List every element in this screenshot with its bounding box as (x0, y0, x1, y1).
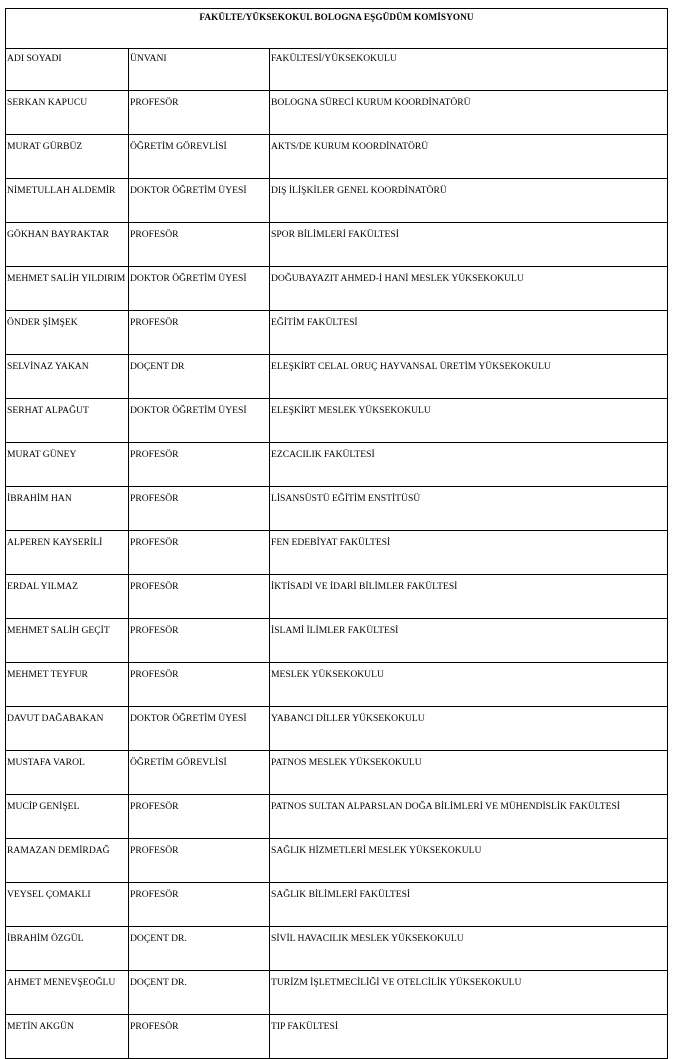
member-name-cell: MUSTAFA VAROL (6, 751, 129, 795)
member-unit-cell: TURİZM İŞLETMECİLİĞİ VE OTELCİLİK YÜKSEKOKULU (270, 971, 668, 1015)
member-unit-cell: DIŞ İLİŞKİLER GENEL KOORDİNATÖRÜ (270, 179, 668, 223)
member-name-cell: İBRAHİM HAN (6, 487, 129, 531)
member-title-cell: PROFESÖR (129, 619, 270, 663)
member-title-cell: PROFESÖR (129, 575, 270, 619)
member-unit-cell: SPOR BİLİMLERİ FAKÜLTESİ (270, 223, 668, 267)
member-unit-cell: İSLAMİ İLİMLER FAKÜLTESİ (270, 619, 668, 663)
table-row (6, 443, 668, 487)
table-body (6, 91, 668, 1059)
table-row (6, 619, 668, 663)
member-name-cell: MEHMET SALİH YILDIRIM (6, 267, 129, 311)
column-header-title: ÜNVANI (129, 49, 270, 91)
member-unit-cell: FEN EDEBİYAT FAKÜLTESİ (270, 531, 668, 575)
member-title-cell: DOKTOR ÖĞRETİM ÜYESİ (129, 399, 270, 443)
member-title-cell: DOKTOR ÖĞRETİM ÜYESİ (129, 267, 270, 311)
table-row (6, 575, 668, 619)
title-row (6, 9, 668, 49)
member-name-cell: ERDAL YILMAZ (6, 575, 129, 619)
member-unit-cell: DOĞUBAYAZIT AHMED-İ HANİ MESLEK YÜKSEKOKULU (270, 267, 668, 311)
member-name-cell: RAMAZAN DEMİRDAĞ (6, 839, 129, 883)
member-name-cell: ALPEREN KAYSERİLİ (6, 531, 129, 575)
member-unit-cell: EĞİTİM FAKÜLTESİ (270, 311, 668, 355)
member-title-cell: PROFESÖR (129, 1015, 270, 1059)
member-unit-cell: ELEŞKİRT CELAL ORUÇ HAYVANSAL ÜRETİM YÜKSEKOKULU (270, 355, 668, 399)
member-name-cell: MURAT GÜRBÜZ (6, 135, 129, 179)
member-unit-cell: BOLOGNA SÜRECİ KURUM KOORDİNATÖRÜ (270, 91, 668, 135)
member-title-cell: PROFESÖR (129, 883, 270, 927)
member-name-cell: AHMET MENEVŞEOĞLU (6, 971, 129, 1015)
member-name-cell: MEHMET SALİH GEÇİT (6, 619, 129, 663)
table-row (6, 223, 668, 267)
table-row (6, 663, 668, 707)
column-header-name: ADI SOYADI (6, 49, 129, 91)
table-row (6, 179, 668, 223)
table-row (6, 795, 668, 839)
member-name-cell: SERKAN KAPUCU (6, 91, 129, 135)
member-title-cell: DOÇENT DR (129, 355, 270, 399)
member-name-cell: SERHAT ALPAĞUT (6, 399, 129, 443)
table-row (6, 751, 668, 795)
member-unit-cell: İKTİSADİ VE İDARİ BİLİMLER FAKÜLTESİ (270, 575, 668, 619)
member-title-cell: PROFESÖR (129, 311, 270, 355)
member-title-cell: PROFESÖR (129, 663, 270, 707)
column-header-unit: FAKÜLTESİ/YÜKSEKOKULU (270, 49, 668, 91)
member-title-cell: ÖĞRETİM GÖREVLİSİ (129, 751, 270, 795)
member-unit-cell: ELEŞKİRT MESLEK YÜKSEKOKULU (270, 399, 668, 443)
member-title-cell: PROFESÖR (129, 487, 270, 531)
member-unit-cell: MESLEK YÜKSEKOKULU (270, 663, 668, 707)
member-title-cell: PROFESÖR (129, 91, 270, 135)
table-row (6, 531, 668, 575)
member-title-cell: DOKTOR ÖĞRETİM ÜYESİ (129, 707, 270, 751)
member-name-cell: GÖKHAN BAYRAKTAR (6, 223, 129, 267)
member-unit-cell: SAĞLIK BİLİMLERİ FAKÜLTESİ (270, 883, 668, 927)
member-unit-cell: TIP FAKÜLTESİ (270, 1015, 668, 1059)
member-title-cell: DOÇENT DR. (129, 971, 270, 1015)
table-row (6, 135, 668, 179)
member-name-cell: DAVUT DAĞABAKAN (6, 707, 129, 751)
table-row (6, 311, 668, 355)
member-name-cell: SELVİNAZ YAKAN (6, 355, 129, 399)
member-unit-cell: SİVİL HAVACILIK MESLEK YÜKSEKOKULU (270, 927, 668, 971)
member-title-cell: ÖĞRETİM GÖREVLİSİ (129, 135, 270, 179)
member-name-cell: ÖNDER ŞİMŞEK (6, 311, 129, 355)
member-name-cell: İBRAHİM ÖZGÜL (6, 927, 129, 971)
table-row (6, 927, 668, 971)
member-title-cell: PROFESÖR (129, 223, 270, 267)
member-name-cell: METİN AKGÜN (6, 1015, 129, 1059)
member-unit-cell: EZCACILIK FAKÜLTESİ (270, 443, 668, 487)
table-row (6, 1015, 668, 1059)
table-row (6, 487, 668, 531)
member-name-cell: NİMETULLAH ALDEMİR (6, 179, 129, 223)
member-title-cell: PROFESÖR (129, 839, 270, 883)
member-title-cell: PROFESÖR (129, 795, 270, 839)
member-unit-cell: PATNOS MESLEK YÜKSEKOKULU (270, 751, 668, 795)
table-row (6, 267, 668, 311)
member-name-cell: MEHMET TEYFUR (6, 663, 129, 707)
table-row (6, 355, 668, 399)
member-title-cell: PROFESÖR (129, 443, 270, 487)
member-name-cell: VEYSEL ÇOMAKLI (6, 883, 129, 927)
member-unit-cell: SAĞLIK HİZMETLERİ MESLEK YÜKSEKOKULU (270, 839, 668, 883)
table-row (6, 707, 668, 751)
member-title-cell: DOÇENT DR. (129, 927, 270, 971)
commission-table (5, 8, 668, 1059)
column-header-row (6, 49, 668, 91)
table-row (6, 839, 668, 883)
member-unit-cell: PATNOS SULTAN ALPARSLAN DOĞA BİLİMLERİ VE MÜHENDİSLİK FAKÜLTESİ (270, 795, 668, 839)
table-row (6, 971, 668, 1015)
member-unit-cell: AKTS/DE KURUM KOORDİNATÖRÜ (270, 135, 668, 179)
table-row (6, 399, 668, 443)
member-title-cell: DOKTOR ÖĞRETİM ÜYESİ (129, 179, 270, 223)
member-name-cell: MUCİP GENİŞEL (6, 795, 129, 839)
member-unit-cell: LİSANSÜSTÜ EĞİTİM ENSTİTÜSÜ (270, 487, 668, 531)
member-name-cell: MURAT GÜNEY (6, 443, 129, 487)
member-unit-cell: YABANCI DİLLER YÜKSEKOKULU (270, 707, 668, 751)
table-row (6, 91, 668, 135)
document-title: FAKÜLTE/YÜKSEKOKUL BOLOGNA EŞGÜDÜM KOMİSYONU (6, 9, 668, 49)
member-title-cell: PROFESÖR (129, 531, 270, 575)
